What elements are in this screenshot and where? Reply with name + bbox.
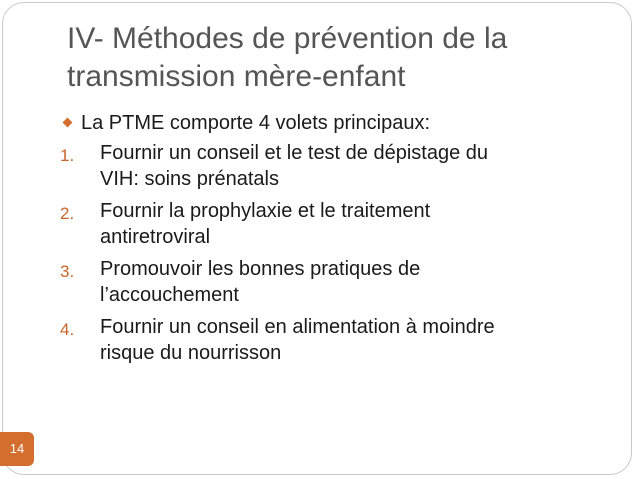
step-number: 1. <box>60 146 75 165</box>
slide-title-line-2: transmission mère-enfant <box>67 60 406 93</box>
list-item <box>60 198 600 250</box>
slide-content <box>60 110 600 372</box>
intro-bullet <box>60 110 600 136</box>
step-number: 2. <box>60 204 75 223</box>
step-text-line: Fournir un conseil et le test de dépistage du <box>100 142 489 164</box>
step-text <box>100 256 420 308</box>
step-text-line: risque du nourrisson <box>100 342 282 364</box>
step-text-line: Fournir la prophylaxie et le traitement <box>100 200 431 222</box>
slide-title <box>67 20 607 96</box>
step-number: 4. <box>60 320 75 339</box>
step-text <box>100 198 430 250</box>
intro-text: La PTME comporte 4 volets principaux: <box>81 112 431 134</box>
step-text <box>100 314 495 366</box>
step-number: 3. <box>60 262 75 281</box>
step-text <box>100 140 488 192</box>
step-text-line: Fournir un conseil en alimentation à moindre <box>100 316 495 338</box>
step-text-line: Promouvoir les bonnes pratiques de <box>100 258 421 280</box>
list-item <box>60 314 600 366</box>
step-text-line: VIH: soins prénatals <box>100 168 279 190</box>
step-text-line: l’accouchement <box>100 284 239 306</box>
list-item <box>60 140 600 192</box>
steps-list <box>60 140 600 366</box>
list-item <box>60 256 600 308</box>
page-number-badge: 14 <box>0 432 34 466</box>
step-text-line: antiretroviral <box>100 226 211 248</box>
slide-title-line-1: IV- Méthodes de prévention de la <box>67 22 508 55</box>
diamond-bullet-icon <box>63 118 73 128</box>
